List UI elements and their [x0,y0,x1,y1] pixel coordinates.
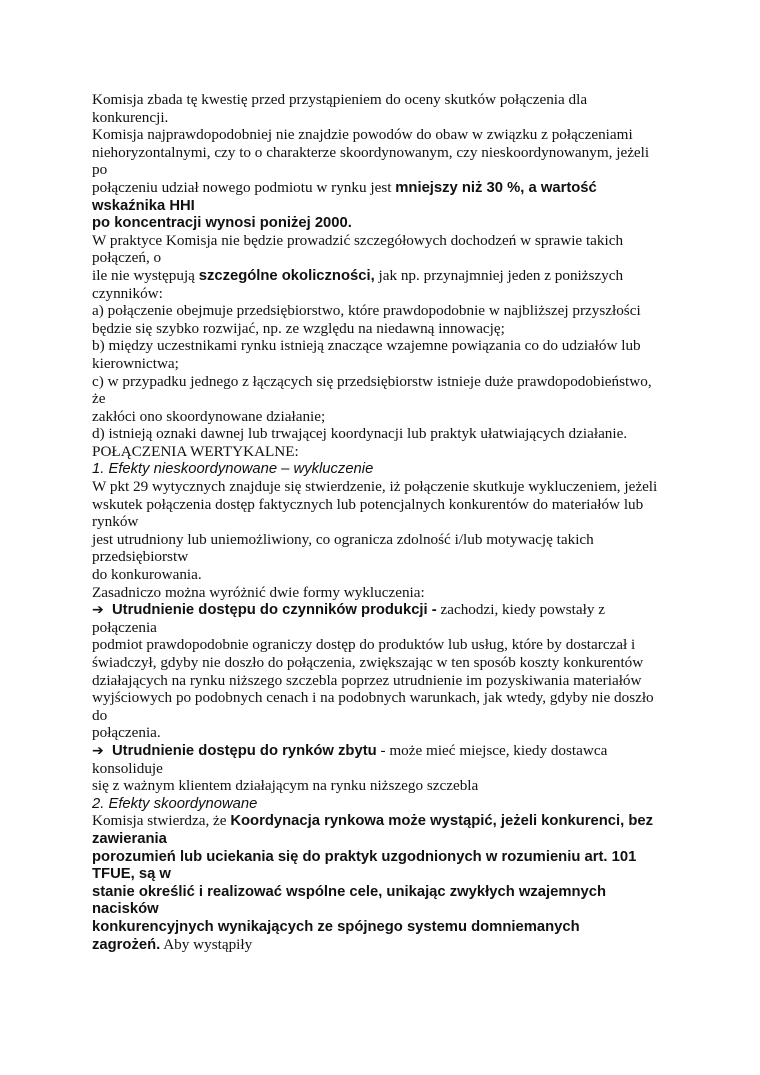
text-run: b) między uczestnikami rynku istnieją znaczące wzajemne powiązania co do udziałów lub [92,337,641,355]
text-line [92,672,682,690]
text-line [92,636,682,654]
bold-text-run: szczególne okoliczności, [198,267,375,284]
text-line [92,355,682,373]
document-text [92,91,682,953]
text-run: zakłóci ono skoordynowane działanie; [92,407,326,425]
text-line [92,443,682,461]
text-run: do [92,706,108,724]
bold-text-run: zagrożeń. [92,936,161,953]
bold-text-run: po koncentracji wynosi poniżej 2000. [92,215,352,232]
subsection-heading: 1. Efekty nieskoordynowane – wykluczenie [92,461,374,478]
bold-text-run: Utrudnienie dostępu do rynków zbytu [103,742,377,759]
text-line [92,654,682,672]
text-run: po [92,161,108,179]
text-run: że [92,390,106,408]
text-run: kierownictwa; [92,354,179,372]
text-line [92,883,682,901]
text-line [92,249,682,267]
bold-text-run: porozumień lub uciekania się do praktyk uzgodnionych w rozumieniu art. 101 [92,848,637,865]
bold-text-run: Utrudnienie dostępu do czynników produkcji - [103,602,437,619]
text-line [92,425,682,443]
text-run: podmiot prawdopodobnie ograniczy dostęp do produktów lub usług, które by dostarczał i [92,636,636,654]
text-line [92,109,682,127]
text-line [92,478,682,496]
text-line [92,337,682,355]
text-run: połączenia [92,618,157,636]
text-line [92,390,682,408]
text-run: rynków [92,513,139,531]
text-run: świadczył, gdyby nie doszło do połączenia, zwiększając w ten sposób koszty konkurentów [92,654,644,671]
text-line [92,724,682,742]
text-line [92,584,682,602]
text-run: połączenia. [92,724,161,742]
text-run: wyjściowych po podobnych cenach i na podobnych warunkach, jak wtedy, gdyby nie doszło [92,689,654,707]
text-line [92,91,682,109]
text-line [92,320,682,338]
text-line [92,285,682,303]
text-line [92,460,682,478]
subsection-heading: 2. Efekty skoordynowane [92,795,258,812]
text-run: - może mieć miejsce, kiedy dostawca [376,741,608,759]
text-line [92,126,682,144]
text-line [92,161,682,179]
text-run: Aby wystąpiły [160,935,253,953]
text-line [92,408,682,426]
text-run: ile nie występują [92,266,199,284]
text-line [92,760,682,778]
bold-text-run: TFUE, są w [92,866,171,883]
text-line [92,707,682,725]
text-run: Komisja najprawdopodobniej nie znajdzie powodów do obaw w związku z połączeniami [92,126,633,144]
text-run: d) istnieją oznaki dawnej lub trwającej koordynacji lub praktyk ułatwiających działanie. [92,425,628,443]
text-run: będzie się szybko rozwijać, np. ze względu na niedawną innowację; [92,319,505,337]
text-line [92,619,682,637]
text-line [92,689,682,707]
text-line [92,179,682,197]
text-line [92,601,682,619]
text-run: do konkurowania. [92,566,202,584]
bold-text-run: zawierania [92,830,167,847]
text-line [92,373,682,391]
text-line [92,795,682,813]
text-run: Zasadniczo można wyróżnić dwie formy wykluczenia: [92,583,425,601]
text-run: W praktyce Komisja nie będzie prowadzić szczegółowych dochodzeń w sprawie takich [92,231,624,249]
text-run: jak np. przynajmniej jeden z poniższych [374,266,624,284]
text-run: przedsiębiorstw [92,548,189,566]
text-line [92,566,682,584]
bold-text-run: wskaźnika HHI [92,197,195,214]
text-line [92,848,682,866]
arrow-bullet-icon: ➔ [92,742,104,759]
text-run: połączeniu udział nowego podmiotu w rynku jest [92,178,396,196]
text-line [92,214,682,232]
text-line [92,302,682,320]
text-line [92,513,682,531]
text-run: połączeń, o [92,249,162,267]
text-run: Komisja zbada tę kwestię przed przystąpieniem do oceny skutków połączenia dla [92,91,588,108]
bold-text-run: stanie określić i realizować wspólne cele, unikając zwykłych wzajemnych [92,883,607,900]
text-run: czynników: [92,284,163,302]
text-run: konsoliduje [92,759,163,777]
text-line [92,900,682,918]
text-run: konkurencji. [92,108,169,126]
text-run: a) połączenie obejmuje przedsiębiorstwo, które prawdopodobnie w najbliższej przyszłości [92,302,641,320]
text-line [92,144,682,162]
text-run: niehoryzontalnymi, czy to o charakterze skoordynowanym, czy nieskoordynowanym, jeżeli [92,143,650,161]
text-line [92,918,682,936]
text-line [92,496,682,514]
section-heading: POŁĄCZENIA WERTYKALNE: [92,442,299,460]
text-run: Komisja stwierdza, że [92,812,231,830]
text-run: jest utrudniony lub uniemożliwiony, co ogranicza zdolność i/lub motywację takich [92,530,594,548]
text-run: W pkt 29 wytycznych znajduje się stwierdzenie, iż połączenie skutkuje wykluczeniem, jeżeli [92,478,658,496]
text-line [92,232,682,250]
text-line [92,197,682,215]
text-line [92,936,682,954]
text-run: działających na rynku niższego szczebla poprzez utrudnienie im pozyskiwania materiałów [92,671,642,689]
text-line [92,267,682,285]
text-line [92,865,682,883]
bold-text-run: nacisków [92,901,159,918]
text-run: c) w przypadku jednego z łączących się przedsiębiorstw istnieje duże prawdopodobieństwo, [92,372,652,390]
text-line [92,531,682,549]
bold-text-run: mniejszy niż 30 %, a wartość [395,179,597,196]
bold-text-run: konkurencyjnych wynikających ze spójnego systemu domniemanych [92,918,580,935]
text-run: wskutek połączenia dostęp faktycznych lub potencjalnych konkurentów do materiałów lub [92,495,644,513]
bold-text-run: Koordynacja rynkowa może wystąpić, jeżeli konkurenci, bez [230,813,654,830]
text-line [92,777,682,795]
text-run: zachodzi, kiedy powstały z [436,601,605,619]
text-line [92,548,682,566]
text-line [92,742,682,760]
text-line [92,830,682,848]
text-run: się z ważnym klientem działającym na rynku niższego szczebla [92,777,479,795]
text-line [92,812,682,830]
arrow-bullet-icon: ➔ [92,602,104,619]
